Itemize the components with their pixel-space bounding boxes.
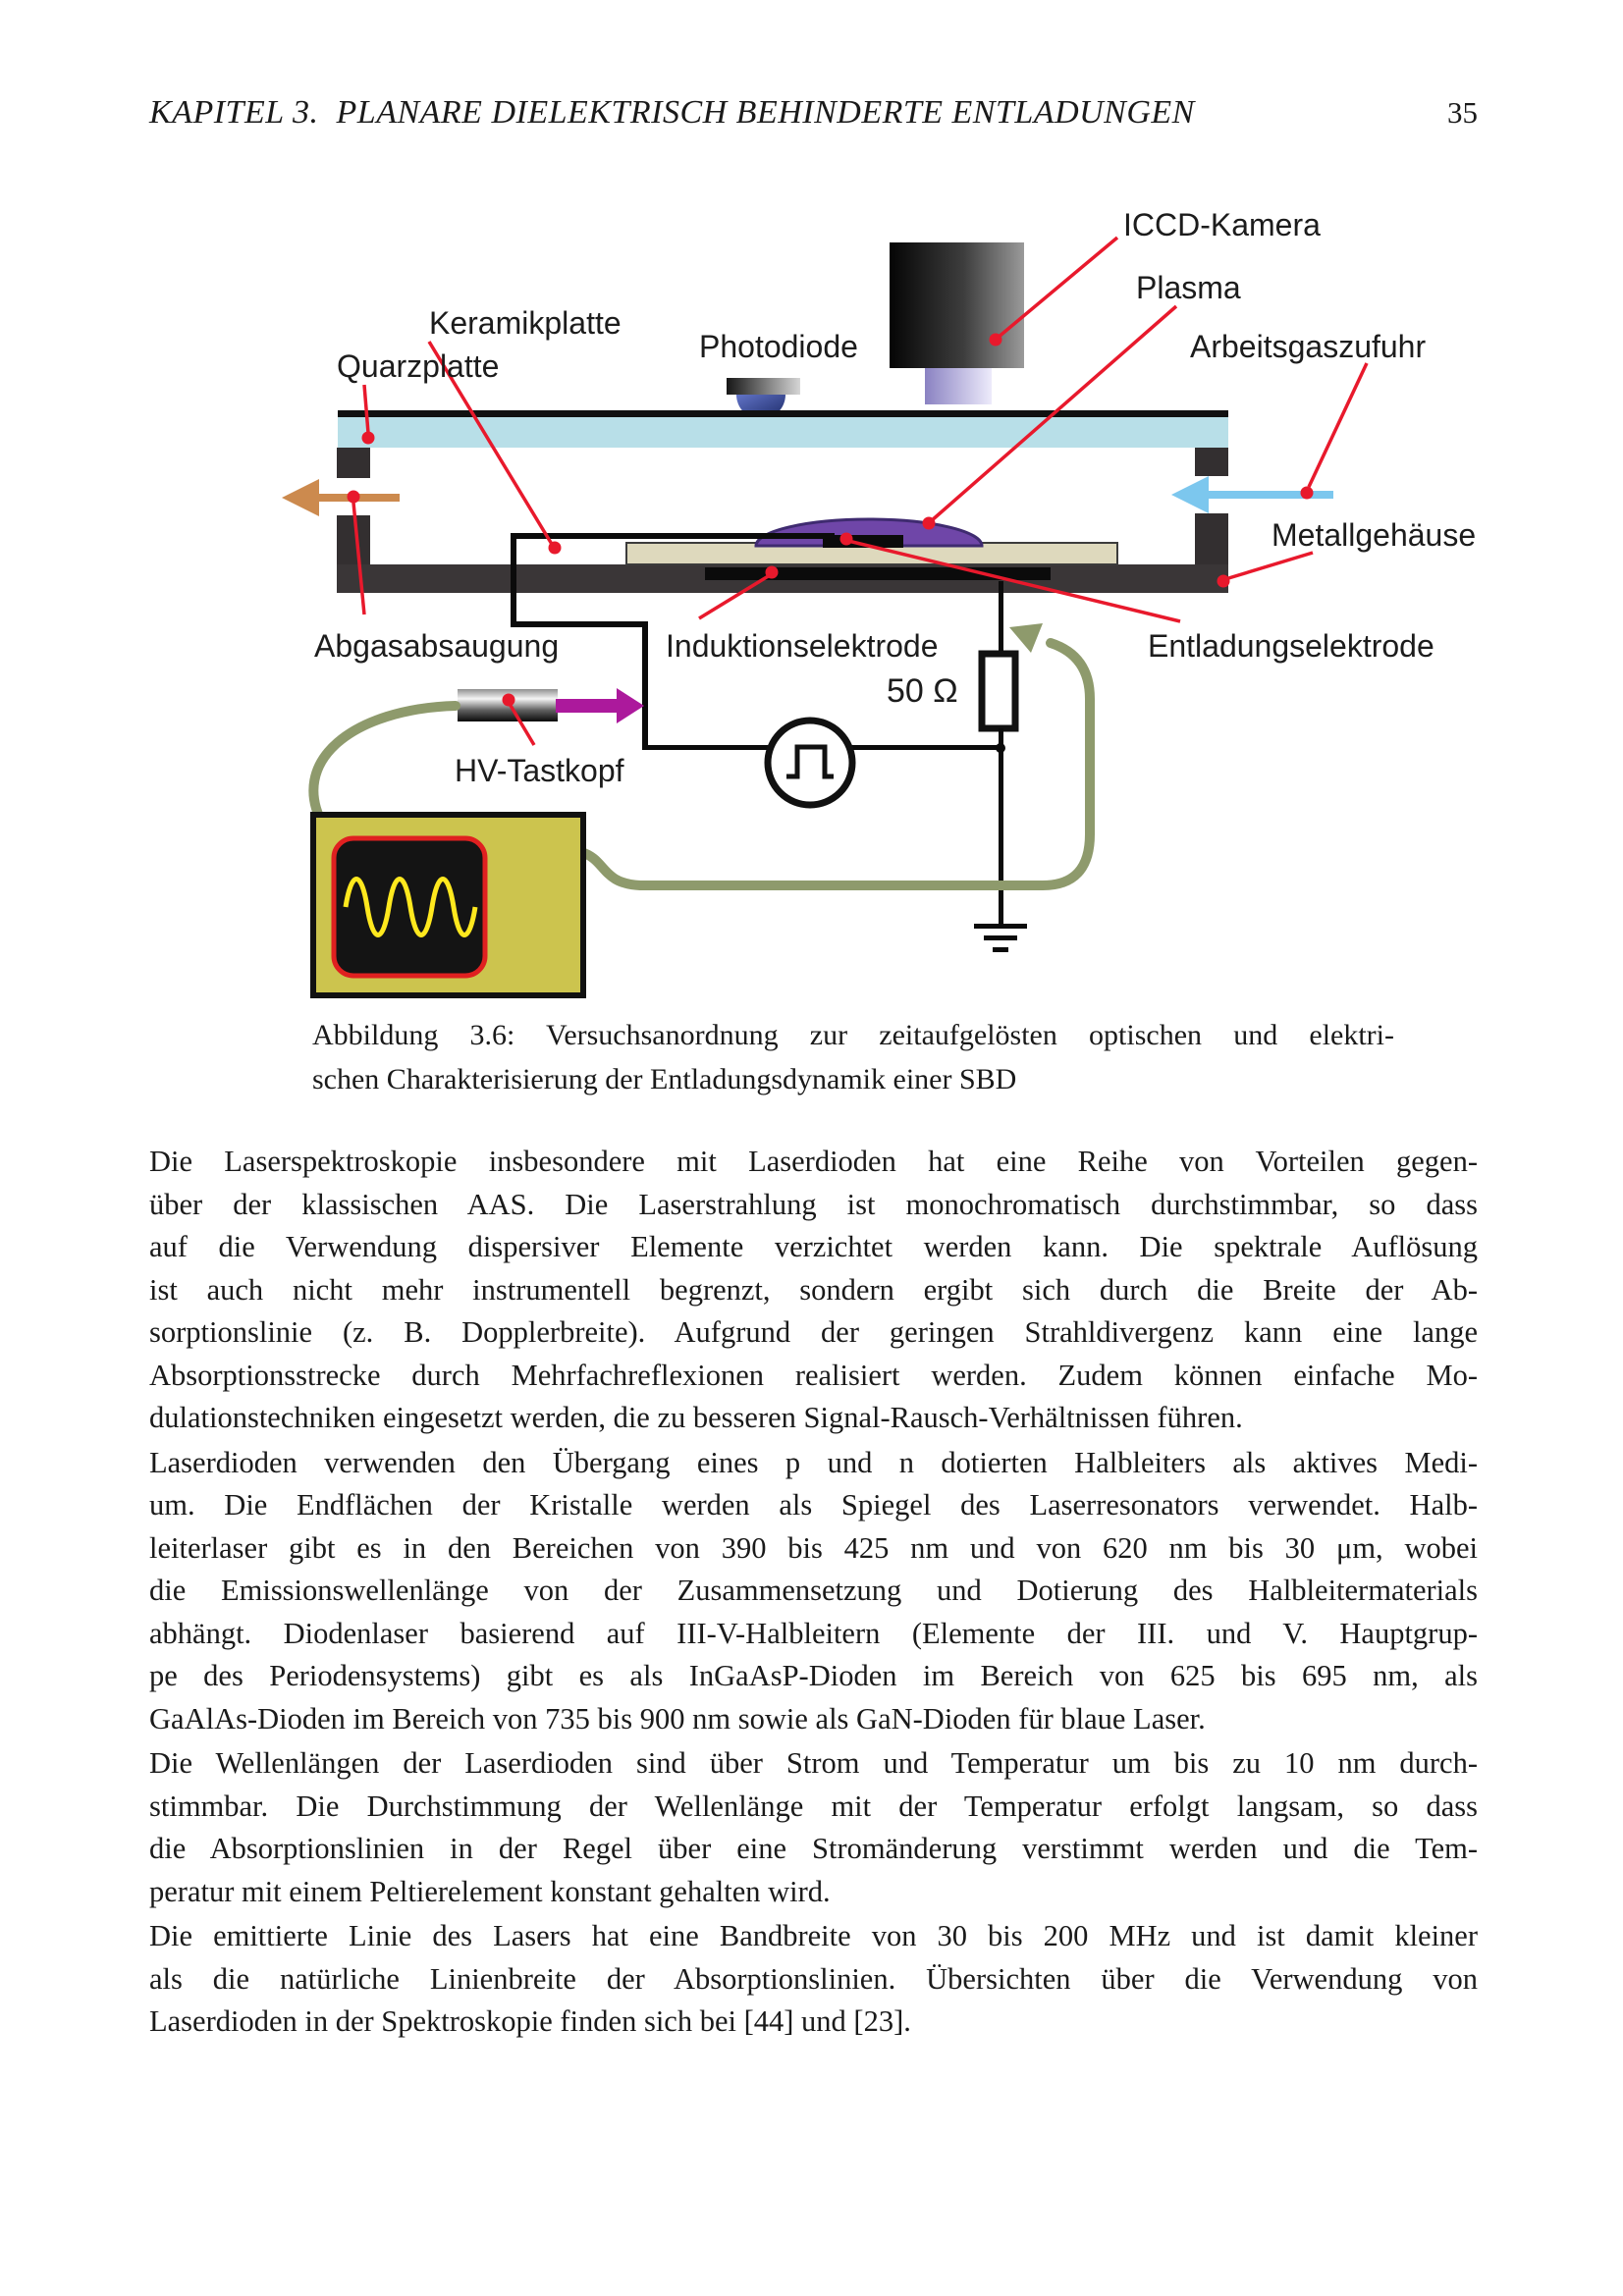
label-induktionselektrode: Induktionselektrode [666,628,939,664]
resistor-icon [982,654,1015,728]
ground-icon [974,924,1027,952]
label-iccd-camera: ICCD-Kamera [1123,207,1321,242]
paragraph [149,1742,1478,1913]
text-line: leiterlaser gibt es in den Bereichen von 390 bis 425 nm und von 620 nm bis 30 μm, wobei [149,1530,1478,1565]
text-line: ist auch nicht mehr instrumentell begrenzt, sondern ergibt sich durch die Breite der Ab- [149,1272,1478,1307]
text-line: die Emissionswellenlänge von der Zusammensetzung und Dotierung des Halbleitermaterials [149,1574,1478,1607]
paragraph [149,1442,1478,1741]
text-line: die Absorptionslinien in der Regel über eine Stromänderung verstimmt werden und die Tem- [149,1832,1478,1865]
text-line: Die Wellenlängen der Laserdioden sind über Strom und Temperatur um bis zu 10 nm durch- [149,1746,1478,1780]
text-line: pe des Periodensystems) gibt es als InGaAsP-Dioden im Bereich von 625 bis 695 nm, als [149,1659,1478,1692]
text-line: Laserdioden verwenden den Übergang eines p und n dotierten Halbleiters als aktives Medi- [149,1445,1478,1479]
text-line: über der klassischen AAS. Die Laserstrahlung ist monochromatisch durchstimmbar, so dass [149,1187,1478,1221]
label-hv-tastkopf: HV-Tastkopf [455,753,624,788]
label-arbeitsgaszufuhr: Arbeitsgaszufuhr [1190,329,1427,364]
text-line: auf die Verwendung dispersiver Elemente verzichtet werden kann. Die spektrale Auflösung [149,1230,1478,1263]
oscilloscope-icon [313,815,583,995]
text-line: als die natürliche Linienbreite der Absorptionslinien. Übersichten über die Verwendung von [149,1961,1478,1996]
page-number: 35 [1447,95,1478,130]
body-text [149,1141,1478,2046]
text-line: GaAlAs-Dioden im Bereich von 735 bis 900 nm sowie als GaN-Dioden für blaue Laser. [149,1701,1206,1735]
label-photodiode: Photodiode [699,329,858,364]
text-line: sorptionslinie (z. B. Dopplerbreite). Aufgrund der geringen Strahldivergenz kann eine lange [149,1315,1478,1349]
text-line: Laserdioden in der Spektroskopie finden sich bei [44] und [23]. [149,2004,911,2038]
text-line: Absorptionsstrecke durch Mehrfachreflexionen realisiert werden. Zudem können einfache Mo- [149,1358,1478,1392]
label-metallgehaeuse: Metallgehäuse [1271,517,1477,553]
pulse-generator-icon [768,721,852,805]
caption-line: schen Charakterisierung der Entladungsdynamik einer SBD [312,1063,1017,1095]
text-line: peratur mit einem Peltierelement konstant gehalten wird. [149,1874,831,1908]
text-line: Die emittierte Linie des Lasers hat eine Bandbreite von 30 bis 200 MHz und ist damit kleiner [149,1919,1478,1952]
exhaust-arrow-icon [282,479,400,516]
label-quarzplatte: Quarzplatte [337,348,500,384]
figure-caption [312,1013,1394,1101]
caption-line: Abbildung 3.6: Versuchsanordnung zur zeitaufgelösten optischen und elektri- [312,1019,1394,1051]
chapter-title: KAPITEL 3. PLANARE DIELEKTRISCH BEHINDERTE ENTLADUNGEN [149,94,1195,131]
iccd-camera-icon [890,242,1024,404]
hv-probe-icon [458,688,644,723]
label-keramikplatte: Keramikplatte [429,305,622,341]
experimental-setup-diagram [0,0,1623,1011]
text-line: abhängt. Diodenlaser basierend auf III-V-Halbleitern (Elemente der III. und V. Hauptgrup- [149,1616,1478,1650]
text-line: Die Laserspektroskopie insbesondere mit Laserdioden hat eine Reihe von Vorteilen gegen- [149,1145,1478,1178]
text-line: dulationstechniken eingesetzt werden, die zu besseren Signal-Rausch-Verhältnissen führen. [149,1401,1243,1434]
paragraph [149,1141,1478,1440]
label-resistor-value: 50 Ω [887,672,958,710]
discharge-chamber [337,410,1228,593]
paragraph [149,1915,1478,2044]
cable-arrowhead-icon [1009,623,1043,653]
text-line: um. Die Endflächen der Kristalle werden als Spiegel des Laserresonators verwendet. Halb- [149,1488,1478,1522]
label-abgasabsaugung: Abgasabsaugung [314,628,560,664]
text-line: stimmbar. Die Durchstimmung der Wellenlänge mit der Temperatur erfolgt langsam, so dass [149,1789,1478,1823]
probe-arrow-icon [617,688,644,723]
label-plasma: Plasma [1136,270,1241,305]
label-entladungselektrode: Entladungselektrode [1148,628,1434,664]
